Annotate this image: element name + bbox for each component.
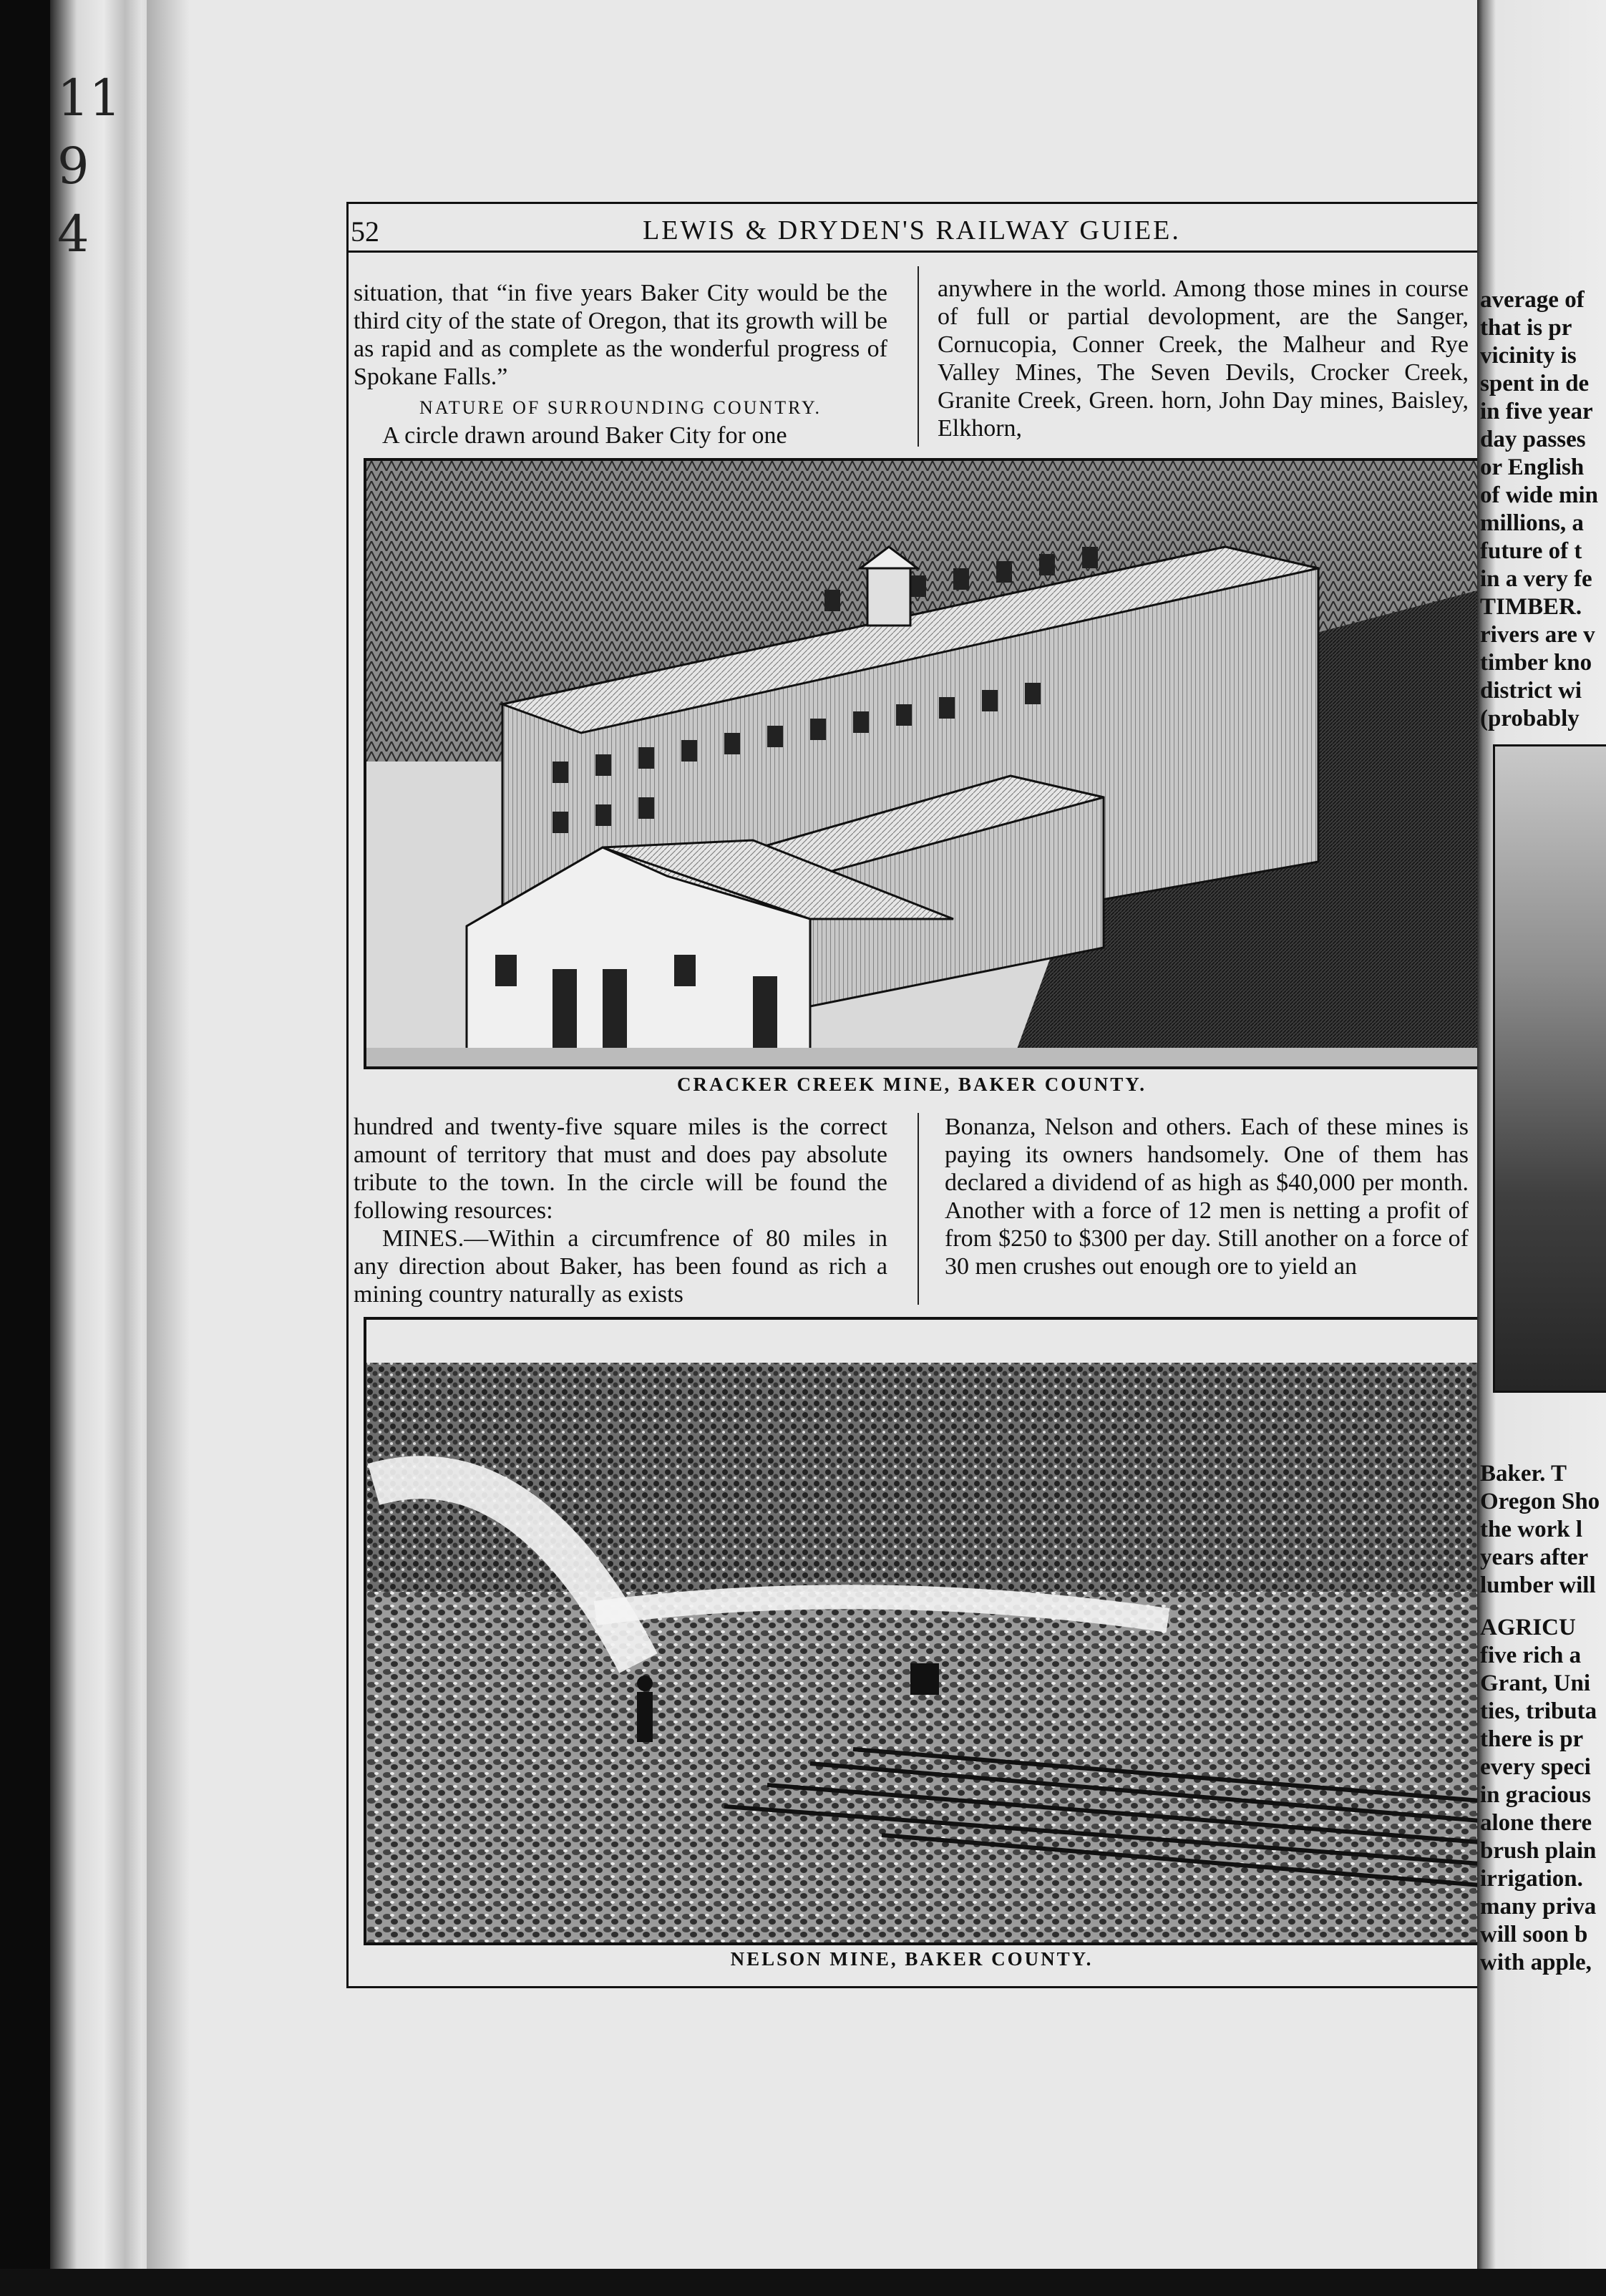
text-line: vicinity is bbox=[1480, 343, 1577, 369]
hydraulic-mining-illustration bbox=[366, 1320, 1480, 1942]
mid-right-column bbox=[945, 1113, 1469, 1280]
top-left-column bbox=[354, 279, 887, 449]
text-line: rivers are v bbox=[1480, 622, 1595, 648]
spine-shadow bbox=[147, 0, 190, 2296]
text-line: district wi bbox=[1480, 678, 1582, 704]
paragraph: situation, that “in five years Baker City would be the third city of the state of Oregon, that its growth will be as rapid and as complete as the wonderful progress of Spokane Falls.” bbox=[354, 280, 887, 390]
paragraph: anywhere in the world. Among those mines in course of full or partial devolopment, are the Sanger, Cornucopia, Conner Creek, the Malheur and Rye Valley Mines, The Seven Devils, Crocker Creek, Granite Creek, Green. horn, John Day mines, Baisley, Elkhorn, bbox=[938, 276, 1469, 442]
text-line: Oregon Sho bbox=[1480, 1489, 1600, 1514]
adjacent-page-illustration bbox=[1493, 744, 1606, 1393]
text-line: timber kno bbox=[1480, 650, 1592, 676]
nelson-mine-engraving bbox=[364, 1317, 1480, 1945]
cracker-creek-mine-engraving bbox=[364, 458, 1480, 1069]
page-header bbox=[346, 212, 1477, 252]
text-line: with apple, bbox=[1480, 1950, 1592, 1975]
top-right-column bbox=[938, 275, 1469, 442]
text-line: average of bbox=[1480, 287, 1585, 313]
running-head: LEWIS & DRYDEN'S RAILWAY GUIEE. bbox=[643, 215, 1181, 245]
handwritten-margin-mark: 11 9 4 bbox=[57, 69, 122, 263]
paragraph: Bonanza, Nelson and others. Each of these mines is paying its owners handsomely. One of them has declared a dividend of as high as $40,000 per month. Another with a force of 12 men is netting a profit of from $250 to $300 per day. Still another on a force of 30 men crushes out enough ore to yield an bbox=[945, 1114, 1469, 1280]
paragraph: MINES.—Within a circumfrence of 80 miles in any direction about Baker, has been found as rich a mining country naturally as exists bbox=[354, 1225, 887, 1308]
text-line: five rich a bbox=[1480, 1643, 1582, 1668]
header-rule bbox=[346, 250, 1477, 253]
text-line: (probably bbox=[1480, 706, 1580, 731]
column-rule bbox=[918, 1113, 919, 1305]
column-rule bbox=[918, 266, 919, 447]
text-line: millions, a bbox=[1480, 510, 1584, 536]
paragraph: hundred and twenty-five square miles is the correct amount of territory that must and does pay absolute tribute to the town. In the circle will be found the following resources: bbox=[354, 1114, 887, 1224]
mine-buildings-illustration bbox=[366, 461, 1480, 1066]
book-page-edges bbox=[50, 0, 157, 2296]
text-line: Grant, Uni bbox=[1480, 1670, 1591, 1696]
text-line: many priva bbox=[1480, 1894, 1597, 1920]
text-line: in gracious bbox=[1480, 1782, 1591, 1808]
mid-left-column bbox=[354, 1113, 887, 1308]
text-line: brush plain bbox=[1480, 1838, 1597, 1864]
text-line bbox=[1480, 1600, 1600, 1614]
text-line: in five year bbox=[1480, 399, 1593, 424]
text-line: future of t bbox=[1480, 538, 1582, 564]
adjacent-page-text-top bbox=[1480, 286, 1598, 733]
text-line: alone there bbox=[1480, 1810, 1592, 1836]
text-line: ties, tributa bbox=[1480, 1698, 1597, 1724]
adjacent-page-text-bottom bbox=[1480, 1460, 1600, 1977]
text-line: there is pr bbox=[1480, 1726, 1584, 1752]
text-line: years after bbox=[1480, 1545, 1589, 1570]
scan-background bbox=[0, 2269, 1606, 2296]
text-line: the work l bbox=[1480, 1517, 1582, 1542]
text-line: day passes bbox=[1480, 427, 1586, 452]
text-line: Baker. T bbox=[1480, 1461, 1567, 1487]
illustration-caption-1: CRACKER CREEK MINE, BAKER COUNTY. bbox=[676, 1074, 1147, 1095]
text-line: will soon b bbox=[1480, 1922, 1588, 1947]
text-line: AGRICU bbox=[1480, 1615, 1576, 1640]
text-line: of wide min bbox=[1480, 482, 1598, 508]
text-line: every speci bbox=[1480, 1754, 1591, 1780]
text-line: spent in de bbox=[1480, 371, 1590, 397]
illustration-caption-2: NELSON MINE, BAKER COUNTY. bbox=[730, 1948, 1094, 1970]
text-line: in a very fe bbox=[1480, 566, 1592, 592]
text-line: irrigation. bbox=[1480, 1866, 1583, 1892]
section-subhead: NATURE OF SURROUNDING COUNTRY. bbox=[419, 397, 822, 418]
page-number: 52 bbox=[351, 215, 379, 248]
paragraph: A circle drawn around Baker City for one bbox=[382, 422, 787, 449]
text-line: lumber will bbox=[1480, 1572, 1596, 1598]
text-line: or English bbox=[1480, 454, 1585, 480]
text-line: TIMBER. bbox=[1480, 594, 1582, 620]
text-line: that is pr bbox=[1480, 315, 1572, 341]
